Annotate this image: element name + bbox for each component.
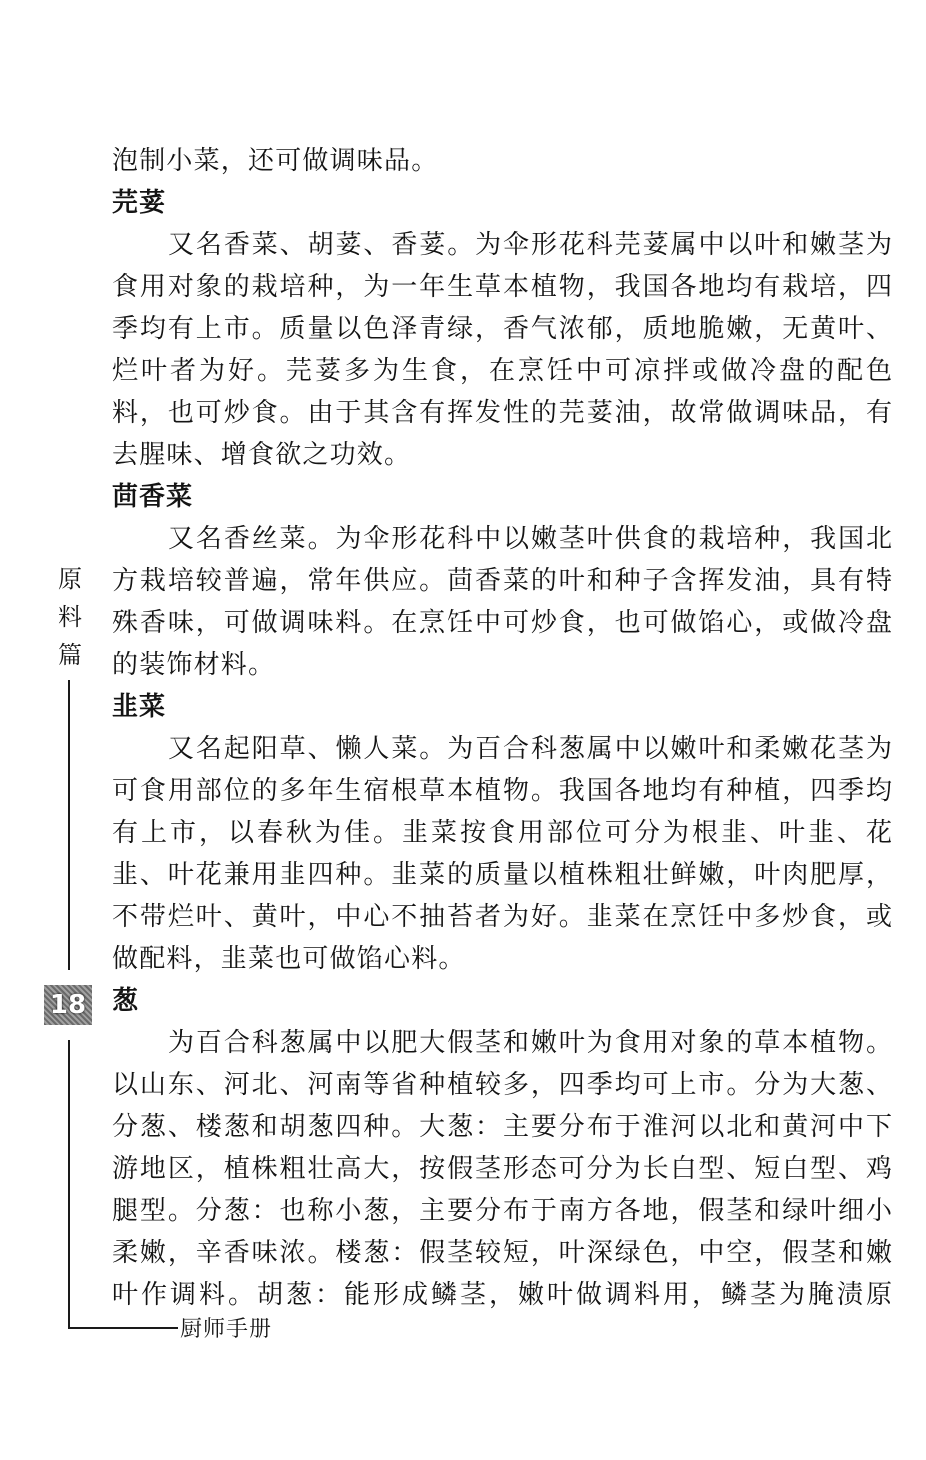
section-title-fennel: 茴香菜 xyxy=(112,482,194,512)
paragraph-line: 殊香味，可做调味料。在烹饪中可炒食，也可做馅心，或做冷盘 xyxy=(112,608,892,638)
paragraph-line: 又名香丝菜。为伞形花科中以嫩茎叶供食的栽培种，我国北 xyxy=(168,524,892,554)
paragraph-line: 游地区，植株粗壮高大，按假茎形态可分为长白型、短白型、鸡 xyxy=(112,1154,892,1184)
margin-rule-upper xyxy=(68,680,70,970)
section-title-coriander: 芫荽 xyxy=(112,188,167,218)
paragraph-line: 食用对象的栽培种，为一年生草本植物，我国各地均有栽培，四 xyxy=(112,272,892,302)
paragraph-line: 的装饰材料。 xyxy=(112,650,276,680)
paragraph-line: 分葱、楼葱和胡葱四种。大葱：主要分布于淮河以北和黄河中下 xyxy=(112,1112,892,1142)
paragraph-line: 季均有上市。质量以色泽青绿，香气浓郁，质地脆嫩，无黄叶、 xyxy=(112,314,892,344)
footer-rule xyxy=(68,1327,178,1329)
paragraph-line: 为百合科葱属中以肥大假茎和嫩叶为食用对象的草本植物。 xyxy=(168,1028,892,1058)
side-label-char: 原 xyxy=(58,565,82,593)
paragraph-line: 又名香菜、胡荽、香荽。为伞形花科芫荽属中以叶和嫩茎为 xyxy=(168,230,892,260)
paragraph-line: 烂叶者为好。芫荽多为生食，在烹饪中可凉拌或做冷盘的配色 xyxy=(112,356,892,386)
paragraph-line: 有上市，以春秋为佳。韭菜按食用部位可分为根韭、叶韭、花 xyxy=(112,818,892,848)
side-chapter-label xyxy=(56,560,84,674)
paragraph-line: 腿型。分葱：也称小葱，主要分布于南方各地，假茎和绿叶细小 xyxy=(112,1196,892,1226)
paragraph-line: 料，也可炒食。由于其含有挥发性的芫荽油，故常做调味品，有 xyxy=(112,398,892,428)
paragraph-line: 做配料，韭菜也可做馅心料。 xyxy=(112,944,466,974)
margin-rule-lower xyxy=(68,1040,70,1329)
paragraph-line: 又名起阳草、懒人菜。为百合科葱属中以嫩叶和柔嫩花茎为 xyxy=(168,734,892,764)
paragraph-line: 可食用部位的多年生宿根草本植物。我国各地均有种植，四季均 xyxy=(112,776,892,806)
side-label-char: 料 xyxy=(58,603,82,631)
paragraph-line: 去腥味、增食欲之功效。 xyxy=(112,440,412,470)
section-title-scallion: 葱 xyxy=(112,986,140,1016)
paragraph-line: 叶作调料。胡葱：能形成鳞茎，嫩叶做调料用，鳞茎为腌渍原 xyxy=(112,1280,892,1310)
paragraph-line: 以山东、河北、河南等省种植较多，四季均可上市。分为大葱、 xyxy=(112,1070,892,1100)
page-number: 18 xyxy=(44,985,92,1025)
intro-line: 泡制小菜，还可做调味品。 xyxy=(112,146,439,176)
paragraph-line: 韭、叶花兼用韭四种。韭菜的质量以植株粗壮鲜嫩，叶肉肥厚， xyxy=(112,860,892,890)
side-label-char: 篇 xyxy=(58,641,82,669)
paragraph-line: 柔嫩，辛香味浓。楼葱：假茎较短，叶深绿色，中空，假茎和嫩 xyxy=(112,1238,892,1268)
paragraph-line: 不带烂叶、黄叶，中心不抽苔者为好。韭菜在烹饪中多炒食，或 xyxy=(112,902,892,932)
paragraph-line: 方栽培较普遍，常年供应。茴香菜的叶和种子含挥发油，具有特 xyxy=(112,566,892,596)
footer-book-title: 厨师手册 xyxy=(180,1317,273,1342)
section-title-chives: 韭菜 xyxy=(112,692,167,722)
